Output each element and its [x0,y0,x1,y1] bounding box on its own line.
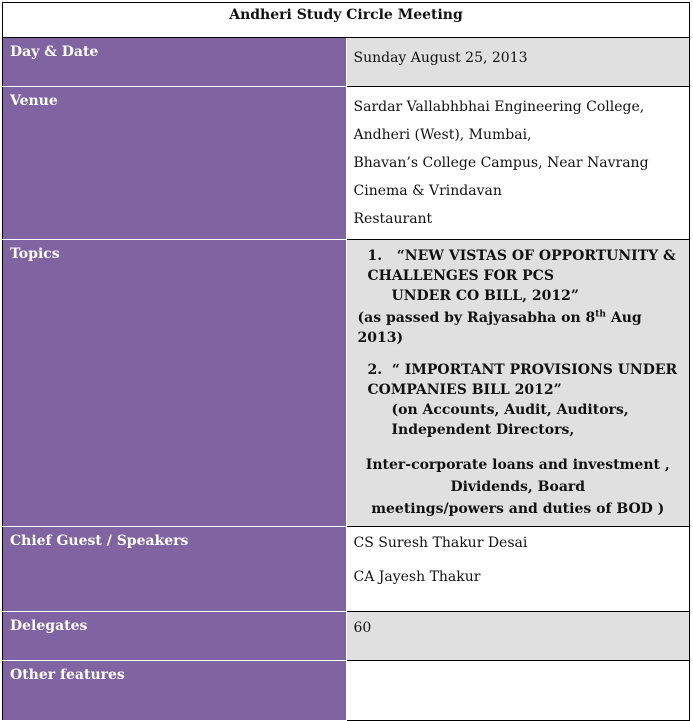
topic-2-detail-line-2: Inter-corporate loans and investment , Dividends, Board [365,457,670,495]
day-date-value [346,38,690,87]
topic-1-line-1 [368,246,683,286]
speaker-2: CA Jayesh Thakur [353,569,481,585]
delegates-count: 60 [353,620,372,636]
topic-1-subtitle-sup: th [595,309,606,320]
venue-label: Venue [3,87,347,240]
table-row-venue [3,87,690,240]
topic-2-detail-line-3: meetings/powers and duties of BOD ) [371,501,665,517]
topic-2 [354,360,683,400]
topic-1-subtitle-post: Aug 2013) [357,310,642,346]
topic-2-detail-more [354,454,683,520]
topic-1-number: 1. [367,248,383,264]
topic-2-number: 2. [367,362,383,378]
topics-label: Topics [3,240,347,527]
venue-line-2: Bhavan’s College Campus, Near Navrang Cinema & Vrindavan [353,155,649,199]
meeting-table [2,2,690,721]
topic-1-subtitle [354,308,683,348]
topic-2-title: “ IMPORTANT PROVISIONS UNDER COMPANIES BILL 2012” [367,362,678,398]
topic-1 [354,246,683,306]
table-row-day-date [3,38,690,87]
delegates-value [346,612,690,661]
table-row-delegates [3,612,690,661]
topic-1-title-part-1: “NEW VISTAS OF OPPORTUNITY & CHALLENGES FOR PCS [367,248,676,284]
other-features-value [346,661,690,721]
venue-line-3: Restaurant [353,211,433,227]
delegates-label: Delegates [3,612,347,661]
venue-value [346,87,690,240]
topic-1-title-part-2: UNDER CO BILL, 2012” [391,288,579,304]
topic-1-subtitle-pre: (as passed by Rajyasabha on 8 [357,310,596,326]
table-row-speakers [3,527,690,612]
speaker-1: CS Suresh Thakur Desai [353,535,528,551]
day-date-label: Day & Date [3,38,347,87]
venue-line-1: Sardar Vallabhbhai Engineering College, Andheri (West), Mumbai, [353,99,645,143]
table-row-other-features [3,661,690,721]
speakers-label: Chief Guest / Speakers [3,527,347,612]
table-title: Andheri Study Circle Meeting [3,3,690,38]
speakers-value [346,527,690,612]
day-date-text: Sunday August 25, 2013 [353,50,528,66]
other-features-label: Other features [3,661,347,721]
table-row-topics [3,240,690,527]
topic-2-detail-line-1: (on Accounts, Audit, Auditors, Independent Directors, [391,402,629,438]
topic-2-line-1 [362,360,683,400]
topics-value [346,240,690,527]
